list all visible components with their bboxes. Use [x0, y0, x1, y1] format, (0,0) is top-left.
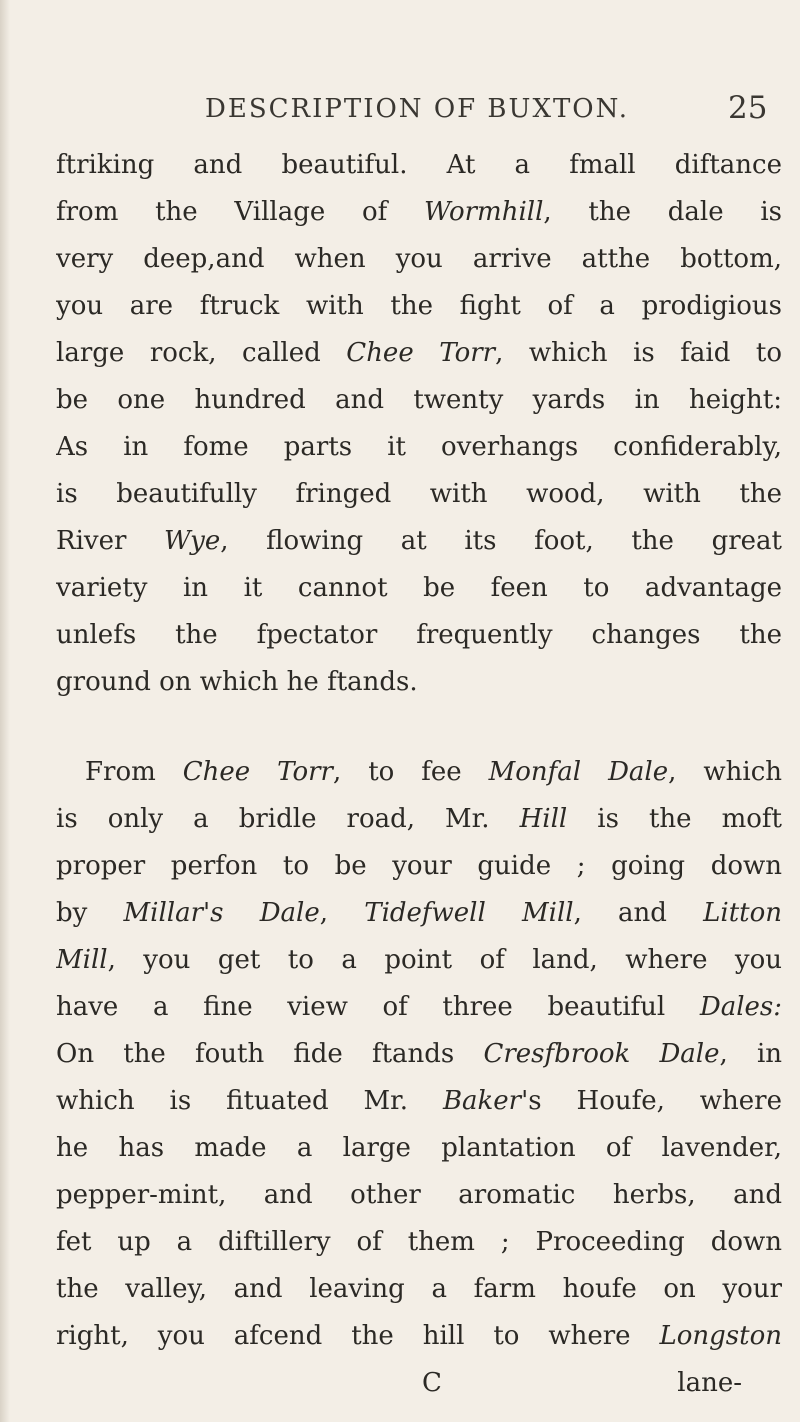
text-run: unlefs the fpectator frequently changes the [56, 620, 782, 650]
text-line [56, 843, 782, 890]
text-run: , [319, 898, 365, 928]
text-run: , in [719, 1039, 782, 1069]
italic-text: Hill [519, 804, 568, 834]
text-line [56, 565, 782, 612]
italic-text: Wormhill [424, 197, 544, 227]
italic-text: Longston [659, 1321, 782, 1351]
text-line [56, 937, 782, 984]
text-run: , which [668, 757, 782, 787]
text-line [56, 890, 782, 937]
text-run: very deep,and when you arrive atthe bottom, [56, 244, 782, 274]
italic-text: Baker [442, 1086, 522, 1116]
text-line [56, 749, 782, 796]
text-run: from the Village of [56, 197, 424, 227]
running-head [0, 90, 800, 134]
text-line [56, 1266, 782, 1313]
text-line [56, 424, 782, 471]
text-line [56, 1078, 782, 1125]
footer-line [56, 1360, 782, 1407]
text-line [56, 659, 782, 706]
signature-mark: C [422, 1368, 442, 1398]
text-line [56, 283, 782, 330]
text-line [56, 1313, 782, 1360]
text-run: is beautifully fringed with wood, with the [56, 479, 782, 509]
running-title: DESCRIPTION OF BUXTON. [205, 94, 629, 124]
italic-text: Chee Torr [182, 757, 333, 787]
text-run: , flowing at its foot, the great [220, 526, 782, 556]
italic-text: Tidefwell Mill [364, 898, 574, 928]
italic-text: Mill [56, 945, 108, 975]
text-line [56, 377, 782, 424]
catchword: lane- [677, 1368, 742, 1398]
text-line [56, 1172, 782, 1219]
text-run: fet up a diftillery of them ; Proceeding down [56, 1227, 782, 1257]
text-line [56, 1125, 782, 1172]
italic-text: Wye [164, 526, 221, 556]
text-run: large rock, called [56, 338, 347, 368]
text-run: , to fee [332, 757, 489, 787]
text-run: pepper-mint, and other aromatic herbs, and [56, 1180, 782, 1210]
text-run: , which is faid to [495, 338, 782, 368]
text-line [56, 796, 782, 843]
text-run: you are ftruck with the fight of a prodigious [56, 291, 782, 321]
text-run: As in fome parts it overhangs confiderably, [56, 432, 782, 462]
text-run: ground on which he ftands. [56, 667, 418, 697]
text-run: ftriking and beautiful. At a fmall diftance [56, 150, 782, 180]
text-line [56, 518, 782, 565]
text-run: From [85, 757, 183, 787]
text-line [56, 236, 782, 283]
text-run: which is fituated Mr. [56, 1086, 443, 1116]
text-run: he has made a large plantation of lavender, [56, 1133, 782, 1163]
text-run: the valley, and leaving a farm houfe on your [56, 1274, 782, 1304]
italic-text: Litton [703, 898, 782, 928]
italic-text: Cresfbrook Dale [483, 1039, 720, 1069]
text-line [56, 471, 782, 518]
text-run: , the dale is [543, 197, 782, 227]
text-line [56, 984, 782, 1031]
text-run: River [56, 526, 165, 556]
text-line [56, 330, 782, 377]
text-run: is only a bridle road, Mr. [56, 804, 520, 834]
text-run: by [56, 898, 124, 928]
italic-text: Dales: [699, 992, 782, 1022]
text-run: 's Houfe, where [521, 1086, 782, 1116]
paragraph-gap [56, 706, 782, 749]
text-run: , and [573, 898, 704, 928]
italic-text: Millar's Dale [123, 898, 320, 928]
text-run: is the moft [567, 804, 782, 834]
text-line [56, 1219, 782, 1266]
text-line [56, 189, 782, 236]
text-run: variety in it cannot be feen to advantage [56, 573, 782, 603]
text-run: be one hundred and twenty yards in height: [56, 385, 782, 415]
text-line [56, 612, 782, 659]
text-run: right, you afcend the hill to where [56, 1321, 660, 1351]
text-run: proper perfon to be your guide ; going down [56, 851, 782, 881]
text-line [56, 1031, 782, 1078]
body-text [56, 142, 782, 1407]
text-run: On the fouth fide ftands [56, 1039, 484, 1069]
italic-text: Monfal Dale [488, 757, 669, 787]
text-line [56, 142, 782, 189]
italic-text: Chee Torr [346, 338, 496, 368]
page-edge [0, 0, 10, 1422]
page-number: 25 [728, 90, 768, 126]
text-run: have a fine view of three beautiful [56, 992, 700, 1022]
text-run: , you get to a point of land, where you [107, 945, 782, 975]
